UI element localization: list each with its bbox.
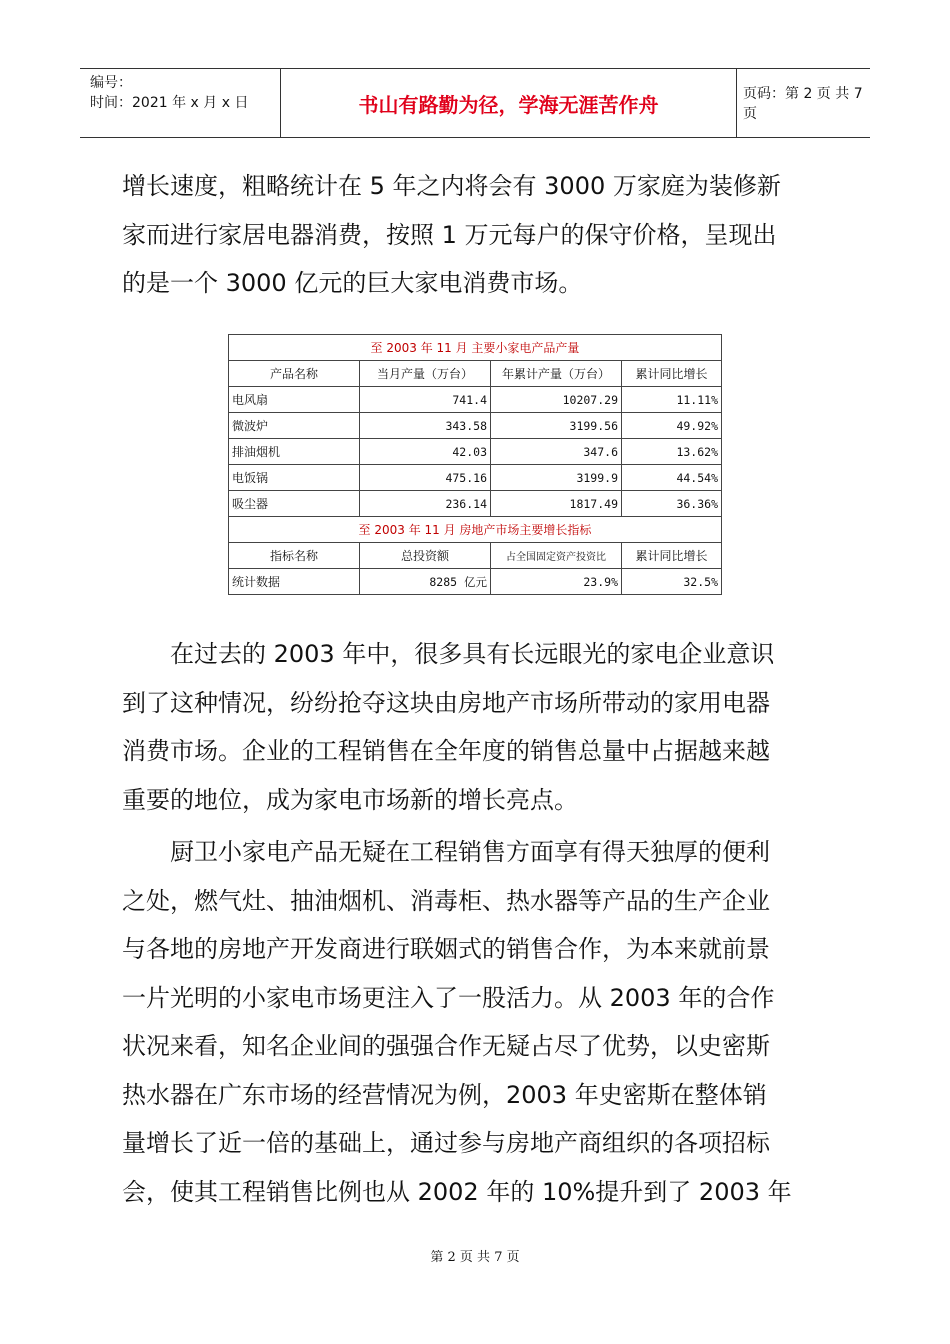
table-header-row — [229, 361, 722, 387]
table-cell: 10207.29 — [491, 387, 622, 413]
text-line: 家而进行家居电器消费，按照 1 万元每户的保守价格，呈现出 — [122, 220, 777, 249]
table-row — [229, 439, 722, 465]
header-meta — [80, 69, 280, 141]
table-title-1: 至 2003 年 11 月 主要小家电产品产量 — [229, 335, 722, 361]
header-motto: 书山有路勤为径，学海无涯苦作舟 — [280, 69, 737, 137]
text-line: 会，使其工程销售比例也从 2002 年的 10%提升到了 2003 年 — [122, 1177, 792, 1206]
text-line: 在过去的 2003 年中，很多具有长远眼光的家电企业意识 — [122, 640, 775, 668]
table-row — [229, 491, 722, 517]
table-header-row — [229, 543, 722, 569]
table-cell: 42.03 — [360, 439, 491, 465]
table-cell: 3199.9 — [491, 465, 622, 491]
table-cell: 3199.56 — [491, 413, 622, 439]
table-row — [229, 413, 722, 439]
table-cell: 343.58 — [360, 413, 491, 439]
table-cell: 23.9% — [491, 569, 622, 595]
text-line: 状况来看，知名企业间的强强合作无疑占尽了优势，以史密斯 — [122, 1032, 770, 1060]
table-cell: 13.62% — [622, 439, 722, 465]
table-cell: 44.54% — [622, 465, 722, 491]
time-label: 时间：2021 年 x 月 x 日 — [90, 95, 249, 111]
table-cell: 36.36% — [622, 491, 722, 517]
text-line: 热水器在广东市场的经营情况为例，2003 年史密斯在整体销 — [122, 1080, 767, 1109]
paragraph-3 — [122, 828, 822, 1216]
table-header-cell: 年累计产量（万台） — [491, 361, 622, 387]
text-line: 与各地的房地产开发商进行联姻式的销售合作，为本来就前景 — [122, 935, 770, 963]
table-row — [229, 569, 722, 595]
text-line: 量增长了近一倍的基础上，通过参与房地产商组织的各项招标 — [122, 1129, 770, 1157]
table-cell: 347.6 — [491, 439, 622, 465]
text-line: 的是一个 3000 亿元的巨大家电消费市场。 — [122, 269, 583, 297]
text-line: 一片光明的小家电市场更注入了一股活力。从 2003 年的合作 — [122, 983, 775, 1012]
text-line: 厨卫小家电产品无疑在工程销售方面享有得天独厚的便利 — [122, 838, 770, 866]
table-cell: 吸尘器 — [229, 491, 360, 517]
table-cell: 11.11% — [622, 387, 722, 413]
page-footer: 第 2 页 共 7 页 — [430, 1250, 520, 1265]
table-header-cell: 累计同比增长 — [622, 361, 722, 387]
text-line: 消费市场。企业的工程销售在全年度的销售总量中占据越来越 — [122, 737, 770, 765]
table-title-2: 至 2003 年 11 月 房地产市场主要增长指标 — [229, 517, 722, 543]
text-line: 到了这种情况，纷纷抢夺这块由房地产市场所带动的家用电器 — [122, 688, 770, 717]
table-cell: 排油烟机 — [229, 439, 360, 465]
number-label: 编号： — [90, 75, 132, 91]
table-cell: 1817.49 — [491, 491, 622, 517]
table-cell: 49.92% — [622, 413, 722, 439]
table-cell: 微波炉 — [229, 413, 360, 439]
page-header — [80, 68, 870, 138]
table-cell: 电风扇 — [229, 387, 360, 413]
table-cell: 统计数据 — [229, 569, 360, 595]
table-header-cell: 累计同比增长 — [622, 543, 722, 569]
table-header-cell: 占全国固定资产投资比 — [491, 543, 622, 569]
table-header-cell: 总投资额 — [360, 543, 491, 569]
table-cell: 电饭锅 — [229, 465, 360, 491]
text-line: 重要的地位，成为家电市场新的增长亮点。 — [122, 785, 578, 814]
table-cell: 32.5% — [622, 569, 722, 595]
paragraph-1 — [122, 162, 822, 308]
text-line: 增长速度，粗略统计在 5 年之内将会有 3000 万家庭为装修新 — [122, 172, 781, 200]
table-row — [229, 465, 722, 491]
paragraph-2 — [122, 630, 822, 824]
table-cell: 475.16 — [360, 465, 491, 491]
header-page-label: 页码：第 2 页 共 7 页 — [743, 86, 863, 122]
table-header-cell: 当月产量（万台） — [360, 361, 491, 387]
data-table — [228, 334, 722, 595]
table-cell: 236.14 — [360, 491, 491, 517]
table-cell: 741.4 — [360, 387, 491, 413]
table-header-cell: 指标名称 — [229, 543, 360, 569]
text-line: 之处，燃气灶、抽油烟机、消毒柜、热水器等产品的生产企业 — [122, 886, 770, 915]
table-row — [229, 387, 722, 413]
table-header-cell: 产品名称 — [229, 361, 360, 387]
table-cell: 8285 亿元 — [360, 569, 491, 595]
